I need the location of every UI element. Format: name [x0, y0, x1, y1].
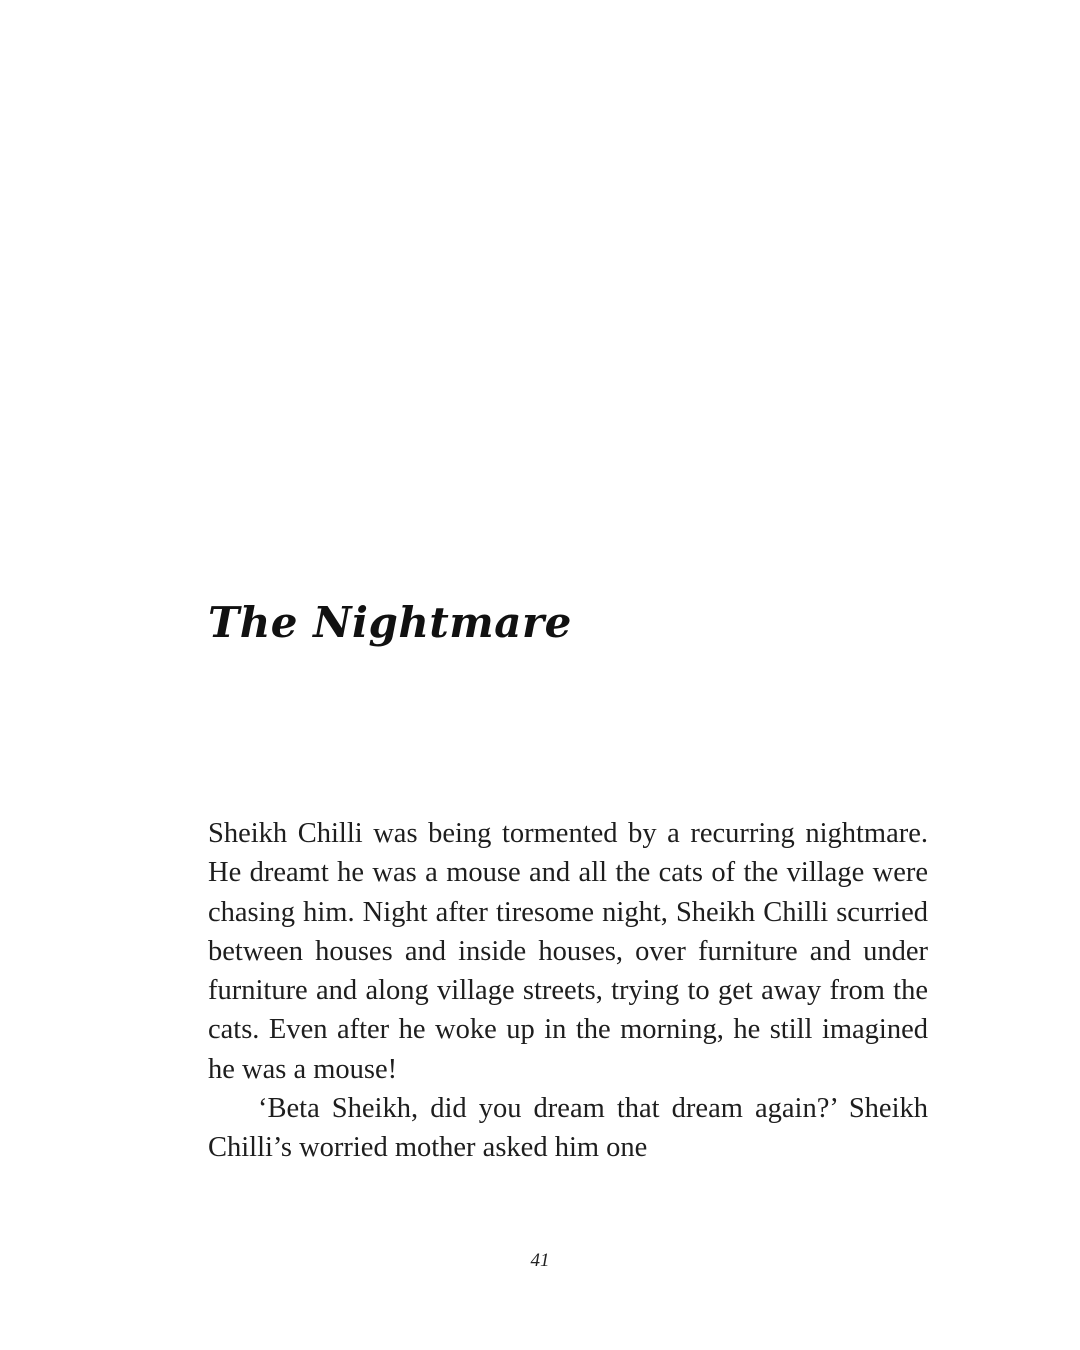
- paragraph-1: Sheikh Chilli was being tormented by a recurring nightmare. He dreamt he was a mouse and all the cats of the village were chasing him. Night after tiresome night, Sheikh Chilli scurried between houses and inside houses, over furniture and under furniture and along village streets, trying to get away from the cats. Even after he woke up in the morning, he still imagined he was a mouse!: [208, 818, 928, 1085]
- page-number: 41: [530, 1250, 550, 1271]
- chapter-title: The Nightmare: [208, 598, 572, 647]
- body-text: [208, 814, 928, 1168]
- paragraph-2: ‘Beta Sheikh, did you dream that dream again?’ Sheikh Chilli’s worried mother asked him one: [208, 1093, 928, 1164]
